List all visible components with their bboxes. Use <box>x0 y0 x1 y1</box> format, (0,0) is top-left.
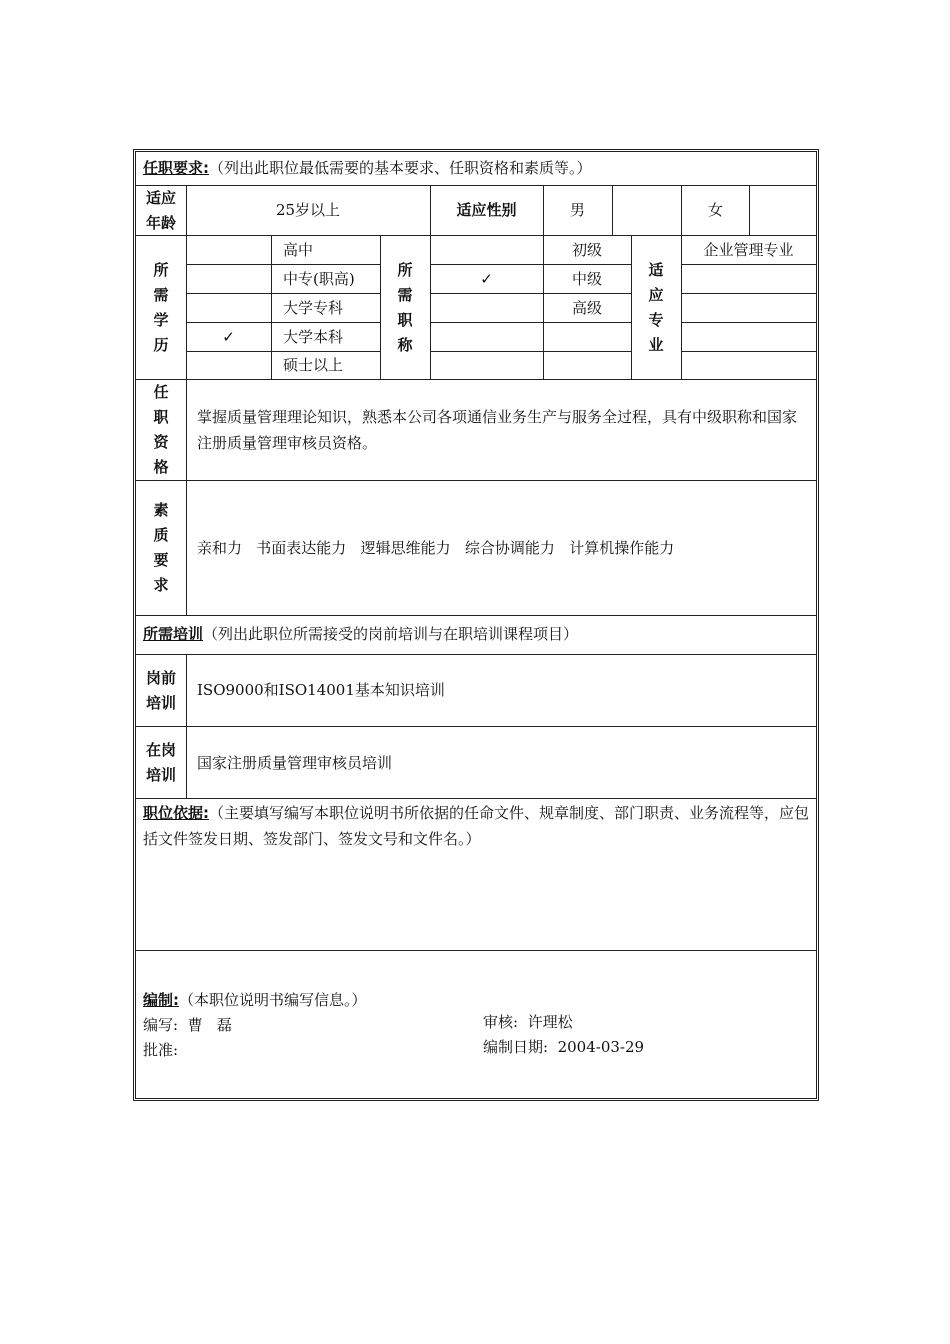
compile-note: （本职位说明书编写信息。） <box>179 991 367 1009</box>
qualification-label: 任 职 资 格 <box>153 383 169 476</box>
row-divider <box>430 293 631 294</box>
row-divider <box>136 726 816 727</box>
title-option: 中级 <box>572 270 603 288</box>
training-heading: 所需培训 <box>143 625 204 643</box>
education-option: 大学本科 <box>283 328 344 346</box>
row-divider <box>430 322 631 323</box>
pre-training-text: ISO9000和ISO14001基本知识培训 <box>197 681 445 699</box>
requirements-colon: : <box>203 159 210 177</box>
gender-label: 适应性别 <box>456 201 517 219</box>
row-divider <box>136 654 816 655</box>
gender-female: 女 <box>708 201 724 219</box>
training-header <box>143 624 578 644</box>
compile-heading: 编制 <box>143 991 174 1009</box>
basis-section <box>143 800 813 852</box>
row-divider <box>430 264 631 265</box>
major-value: 企业管理专业 <box>703 241 794 259</box>
pre-training-label: 岗前 培训 <box>145 668 176 712</box>
onjob-training-label: 在岗 培训 <box>145 740 176 784</box>
row-divider <box>136 235 816 236</box>
row-divider <box>681 293 816 294</box>
row-divider <box>136 379 816 380</box>
onjob-training-text: 国家注册质量管理审核员培训 <box>197 754 393 772</box>
row-divider <box>186 293 380 294</box>
title-option: 高级 <box>572 299 603 317</box>
title-checkmark-icon: ✓ <box>480 270 493 288</box>
education-option: 中专(职高) <box>283 270 355 288</box>
title-label: 所 需 职 称 <box>397 260 413 354</box>
quality-text: 亲和力 书面表达能力 逻辑思维能力 综合协调能力 计算机操作能力 <box>197 539 675 557</box>
title-option: 初级 <box>572 241 603 259</box>
row-divider <box>136 185 816 186</box>
training-note: （列出此职位所需接受的岗前培训与在职培训课程项目） <box>203 625 579 643</box>
row-divider <box>430 351 631 352</box>
basis-heading: 职位依据 <box>143 804 204 822</box>
requirements-note: （列出此职位最低需要的基本要求、任职资格和素质等。） <box>209 159 592 177</box>
age-label: 适应 年龄 <box>145 188 176 232</box>
education-option: 大学专科 <box>283 299 344 317</box>
age-value: 25岁以上 <box>275 201 341 219</box>
row-divider <box>681 351 816 352</box>
education-label: 所 需 学 历 <box>153 260 169 354</box>
row-divider <box>681 264 816 265</box>
basis-colon: : <box>203 804 210 822</box>
requirements-header <box>143 158 592 178</box>
requirements-heading: 任职要求 <box>143 159 204 177</box>
row-divider <box>136 798 816 799</box>
compile-approver: 批准: <box>143 1041 179 1059</box>
education-option: 高中 <box>283 241 314 259</box>
compile-colon: : <box>173 991 180 1009</box>
row-divider <box>136 950 816 951</box>
row-divider <box>681 322 816 323</box>
education-option: 硕士以上 <box>283 356 344 374</box>
compile-date: 编制日期: 2004-03-29 <box>483 1038 645 1056</box>
compile-writer: 编写: 曹 磊 <box>143 1016 232 1034</box>
column-divider <box>186 185 187 615</box>
column-divider <box>749 185 750 235</box>
row-divider <box>136 480 816 481</box>
column-divider <box>543 185 544 379</box>
row-divider <box>186 264 380 265</box>
quality-label: 素 质 要 求 <box>153 501 169 594</box>
row-divider <box>136 615 816 616</box>
column-divider <box>681 185 682 379</box>
qualification-text: 掌握质量管理理论知识，熟悉本公司各项通信业务生产与服务全过程，具有中级职称和国家注册质量管理审核员资格。 <box>197 408 798 452</box>
row-divider <box>186 322 380 323</box>
gender-male: 男 <box>570 201 586 219</box>
column-divider <box>186 654 187 798</box>
major-label: 适 应 专 业 <box>648 260 664 354</box>
compile-reviewer: 审核: 许理松 <box>483 1013 573 1031</box>
education-checkmark-icon: ✓ <box>222 328 235 346</box>
column-divider <box>612 185 613 235</box>
row-divider <box>186 351 380 352</box>
compile-header <box>143 990 367 1010</box>
basis-note: （主要填写编写本职位说明书所依据的任命文件、规章制度、部门职责、业务流程等，应包括文件签发日期、签发部门、签发文号和文件名。） <box>143 804 810 848</box>
column-divider <box>271 235 272 379</box>
